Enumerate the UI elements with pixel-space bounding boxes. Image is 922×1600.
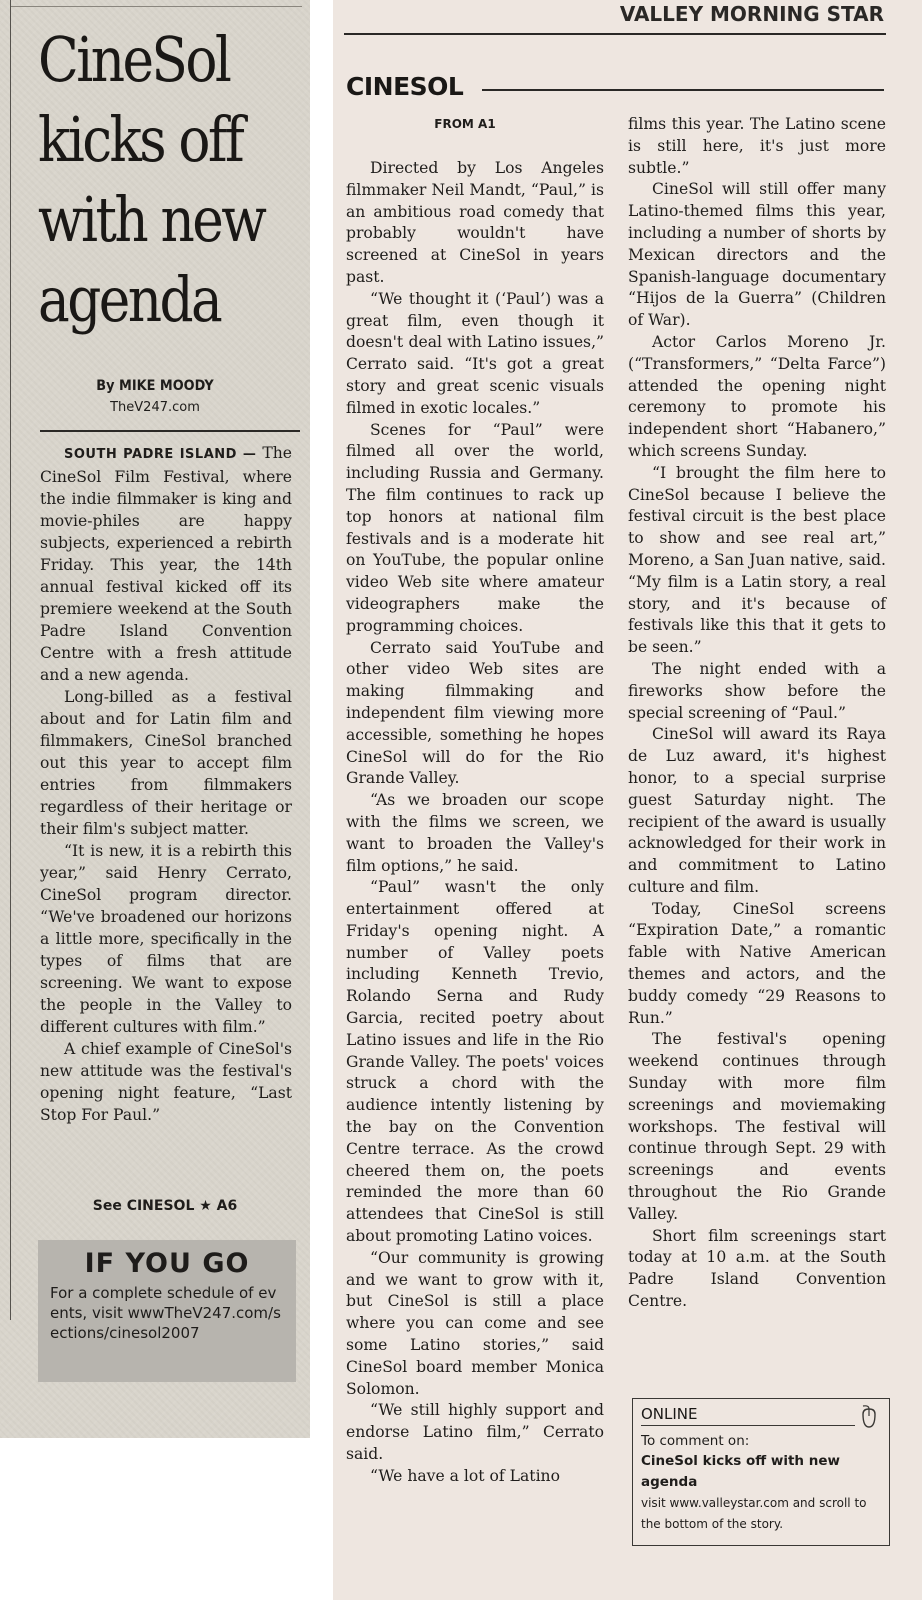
- paragraph: Cerrato said YouTube and other video Web sites are making filmmaking and independent film viewing more accessible, something he hopes CineSol will do for the Rio Grande Valley.: [346, 638, 604, 788]
- paragraph: Short film screenings start today at 10 a.m. at the South Padre Island Convention Centre.: [628, 1226, 886, 1311]
- paragraph: SOUTH PADRE ISLAND — The CineSol Film Festival, where the indie filmmaker is king and movie-philes are happy subjects, experienced a rebirth Friday. This year, the 14th annual festival kicked off its premiere weekend at the South Padre Island Convention Centre with a fresh attitude and a new agenda.: [40, 444, 292, 684]
- byline-source: TheV247.com: [110, 400, 200, 415]
- paragraph: Long-billed as a festival about and for Latin film and filmmakers, CineSol branched out this year to accept film entries from filmmakers regardless of their heritage or their film's subject matter.: [40, 688, 292, 838]
- continued-from-reference: FROM A1: [434, 117, 496, 131]
- paragraph: The night ended with a fireworks show before the special screening of “Paul.”: [628, 659, 886, 722]
- paragraph: “It is new, it is a rebirth this year,” said Henry Cerrato, CineSol program director. “We've broadened our horizons a little more, specifically in the types of films that are screening. We want to expose the people in the Valley to different cultures with film.”: [40, 842, 292, 1036]
- online-instructions: visit www.valleystar.com and scroll to the bottom of the story.: [641, 1496, 867, 1531]
- paragraph: “I brought the film here to CineSol because I believe the festival circuit is the best place to show and see real art,” Moreno, a San Juan native, said. “My film is a Latin story, a real story, and it's because of festivals like this that it gets to be seen.”: [628, 463, 886, 657]
- paragraph: “We still highly support and endorse Latino film,” Cerrato said.: [346, 1401, 604, 1464]
- if-you-go-box: [38, 1240, 296, 1382]
- paragraph: “As we broaden our scope with the films we screen, we want to broaden the Valley's film options,” he said.: [346, 791, 604, 875]
- if-you-go-title: IF YOU GO: [84, 1248, 250, 1279]
- paragraph: CineSol will still offer many Latino-themed films this year, including a number of shorts by Mexican directors and the Spanish-language documentary “Hijos de la Guerra” (Children of War).: [628, 180, 886, 330]
- paragraph: “We have a lot of Latino: [370, 1466, 560, 1485]
- byline: By MIKE MOODY: [96, 378, 214, 394]
- computer-mouse-icon: [859, 1405, 879, 1429]
- jump-reference: See CINESOL ★ A6: [92, 1198, 238, 1214]
- newspaper-name: VALLEY MORNING STAR: [619, 2, 884, 26]
- paragraph: “Our community is growing and we want to grow with it, but CineSol is still a place where you can come and see some Latino stories,” said CineSol board member Monica Solomon.: [346, 1248, 604, 1398]
- paragraph: Actor Carlos Moreno Jr. (“Transformers,” “Delta Farce”) attended the opening night ceremony to promote his independent short “Habanero,” which screens Sunday.: [628, 332, 886, 460]
- column-rule: [10, 0, 11, 1320]
- paragraph: A chief example of CineSol's new attitude was the festival's opening night feature, “Last Stop For Paul.”: [40, 1040, 292, 1124]
- section-heading: CINESOL: [346, 72, 464, 101]
- article-body-continued-col2: [628, 114, 886, 1313]
- online-comment-box: [632, 1398, 890, 1546]
- online-story-title: CineSol kicks off with new agenda: [641, 1453, 840, 1490]
- paragraph: Scenes for “Paul” were filmed all over the world, including Russia and Germany. The film continues to rack up top honors at national film festivals and is a moderate hit on YouTube, the popular online video Web site where amateur videographers make the programming choices.: [346, 420, 604, 635]
- online-title: ONLINE: [641, 1405, 698, 1423]
- byline-rule: [40, 430, 300, 432]
- online-comment-label: To comment on:: [641, 1433, 750, 1449]
- headline: CineSol kicks off with new agenda: [38, 23, 265, 336]
- paragraph: CineSol will award its Raya de Luz award, it's highest honor, to a special surprise guest Saturday night. The recipient of the award is usually acknowledged for their work in and commitment to Latino culture and film.: [628, 725, 886, 896]
- article-body-front: [40, 442, 292, 1126]
- if-you-go-text: For a complete schedule of events, visit wwwTheV247.com/sections/cinesol2007: [50, 1284, 281, 1342]
- paragraph: “Paul” wasn't the only entertainment offered at Friday's opening night. A number of Valley poets including Kenneth Trevio, Rolando Serna and Rudy Garcia, recited poetry about Latino issues and life in the Rio Grande Valley. The poets' voices struck a chord with the audience intently listening by the bay on the Convention Centre terrace. As the crowd cheered them on, the poets reminded the more than 60 attendees that CineSol is still about promoting Latino voices.: [346, 878, 604, 1246]
- online-title-rule: [641, 1425, 855, 1426]
- paragraph: Directed by Los Angeles filmmaker Neil Mandt, “Paul,” is an ambitious road comedy that probably wouldn't have screened at CineSol in years past.: [346, 159, 604, 286]
- paragraph: films this year. The Latino scene is still here, it's just more subtle.”: [628, 115, 886, 177]
- section-heading-rule: [482, 89, 884, 91]
- front-page-clipping: [0, 0, 310, 1438]
- article-body-continued-col1: [346, 158, 604, 1488]
- masthead-rule: [344, 33, 886, 35]
- top-rule: [10, 6, 302, 7]
- paragraph: “We thought it (‘Paul’) was a great film, even though it doesn't deal with Latino issues,” Cerrato said. “It's got a great story and great scenic visuals filmed in exotic locales.”: [346, 289, 604, 417]
- paragraph: Today, CineSol screens “Expiration Date,” a romantic fable with Native American themes and actors, and the buddy comedy “29 Reasons to Run.”: [628, 899, 886, 1027]
- dateline: SOUTH PADRE ISLAND —: [64, 447, 257, 462]
- paragraph: The festival's opening weekend continues through Sunday with more film screenings and moviemaking workshops. The festival will continue through Sept. 29 with screenings and events throughout the Rio Grande Valley.: [628, 1030, 886, 1223]
